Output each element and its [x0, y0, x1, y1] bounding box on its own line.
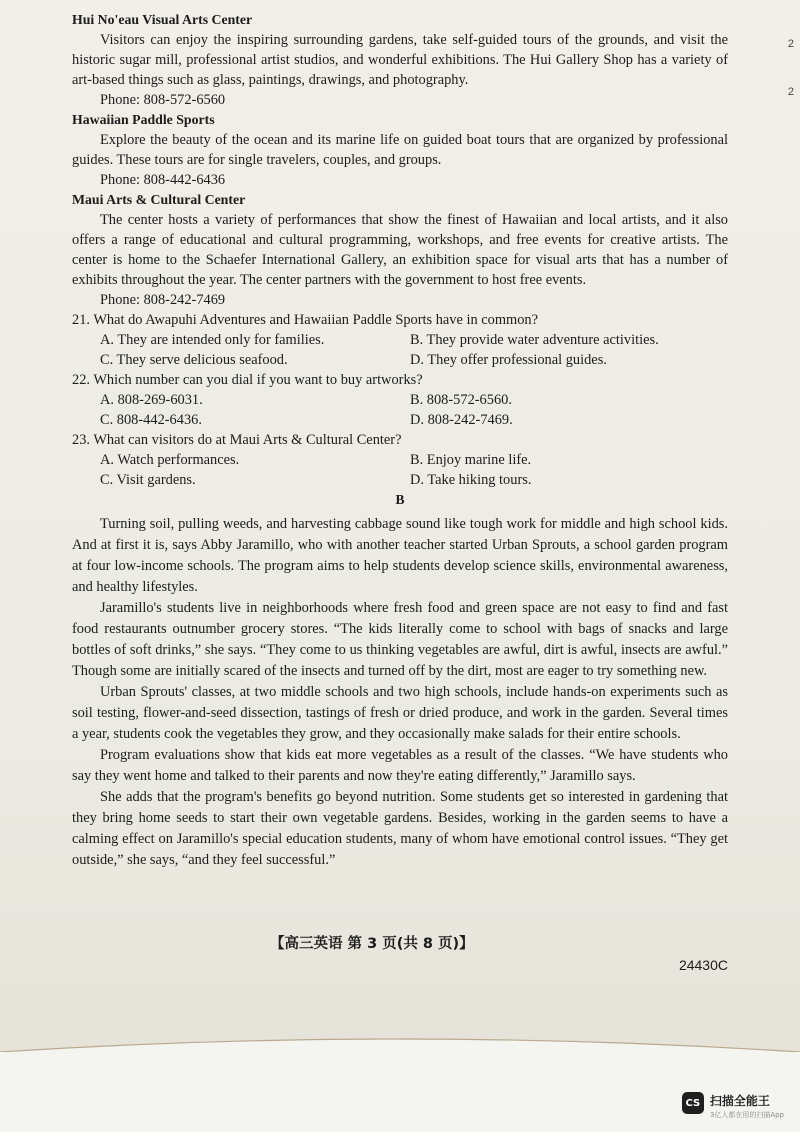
option-c: C. 808-442-6436.: [100, 412, 202, 428]
watermark-text: [710, 1092, 784, 1120]
watermark-name: 扫描全能王: [709, 1094, 770, 1108]
page-content: [72, 10, 728, 871]
option-a: A. 808-269-6031.: [100, 392, 203, 408]
scanner-logo-icon: CS: [682, 1092, 704, 1114]
entry-hui-noeau: [72, 10, 728, 110]
passage-paragraph: Jaramillo's students live in neighborhoods where fresh food and green space are not easy to find and fast food restaurants outnumber grocery stores. “The kids literally come to school with bags of snacks and large bottles of soft drinks,” she says. “They come to us thinking vegetables are awful, dirt is awful, insects are awful.” Though some are initially scared of the insects and turned off by the dirt, most are eager to try something new.: [72, 600, 728, 679]
question-options: [100, 450, 728, 490]
entry-title: Hawaiian Paddle Sports: [72, 112, 215, 127]
entry-hawaiian-paddle-sports: [72, 110, 728, 190]
question-options: [100, 330, 728, 370]
option-d: D. Take hiking tours.: [410, 472, 532, 488]
option-a: A. Watch performances.: [100, 452, 240, 468]
margin-mark: 2: [787, 86, 794, 98]
passage-paragraph: Turning soil, pulling weeds, and harvesting cabbage sound like tough work for middle and high school kids. And at first it is, says Abby Jaramillo, who with another teacher started Urban Sprouts, a school garden program at four low-income schools. The program aims to help students develop science skills, environmental awareness, and healthy lifestyles.: [72, 516, 728, 595]
entry-title: Hui No'eau Visual Arts Center: [72, 12, 253, 27]
entry-text: Explore the beauty of the ocean and its marine life on guided boat tours that are organized by professional guides. These tours are for single travelers, couples, and groups.: [72, 132, 728, 168]
question-stem: 22. Which number can you dial if you want to buy artworks?: [72, 372, 423, 388]
question-23: [72, 430, 728, 490]
entry-phone: Phone: 808-242-7469: [100, 292, 226, 308]
page-footer: 【高三英语 第 3 页(共 8 页)】: [270, 936, 474, 952]
passage-paragraph: Program evaluations show that kids eat more vegetables as a result of the classes. “We have students who say they went home and talked to their parents and now they're eating differently,” Jaramillo says.: [72, 747, 728, 784]
section-mark-b: B: [395, 492, 405, 507]
option-b: B. They provide water adventure activities.: [410, 332, 659, 348]
passage-paragraph: Urban Sprouts' classes, at two middle schools and two high schools, include hands-on experiments such as soil testing, flower-and-seed dissection, tastings of fresh or dried produce, and work in the garden. Several times a year, students cook the vegetables they grow, and they occasionally make salads for their entire schools.: [72, 684, 728, 742]
question-21: [72, 310, 728, 370]
passage-paragraph: She adds that the program's benefits go beyond nutrition. Some students get so interested in gardening that they bring home seeds to start their own vegetable gardens. Besides, working in the garden seems to have a calming effect on Jaramillo's special education students, many of whom have emotional control issues. “They get outside,” she says, “and they feel successful.”: [72, 789, 728, 868]
option-b: B. Enjoy marine life.: [410, 452, 532, 468]
entry-phone: Phone: 808-442-6436: [100, 172, 226, 188]
question-stem: 21. What do Awapuhi Adventures and Hawaiian Paddle Sports have in common?: [72, 312, 539, 328]
option-d: D. 808-242-7469.: [410, 412, 513, 428]
option-d: D. They offer professional guides.: [410, 352, 607, 368]
passage-b: [72, 514, 728, 871]
scanner-watermark: [682, 1092, 784, 1120]
page-edge-curve: [0, 1030, 800, 1052]
entry-phone: Phone: 808-572-6560: [100, 92, 226, 108]
entry-title: Maui Arts & Cultural Center: [72, 192, 246, 207]
paper-code: 24430C: [678, 957, 728, 973]
watermark-subtitle: 3亿人都在用的扫描App: [709, 1111, 784, 1119]
entry-maui-arts: [72, 190, 728, 310]
option-c: C. They serve delicious seafood.: [100, 352, 288, 368]
question-22: [72, 370, 728, 430]
option-b: B. 808-572-6560.: [410, 392, 512, 408]
option-a: A. They are intended only for families.: [100, 332, 325, 348]
margin-marks: [788, 20, 794, 116]
entry-text: Visitors can enjoy the inspiring surrounding gardens, take self-guided tours of the grounds, and visit the historic sugar mill, professional artist studios, and wonderful exhibitions. The Hui Gallery Shop has a variety of art-based things such as glass, paintings, drawings, and photography.: [72, 32, 728, 88]
margin-mark: 2: [787, 38, 794, 50]
option-c: C. Visit gardens.: [100, 472, 196, 488]
entry-text: The center hosts a variety of performances that show the finest of Hawaiian and local artists, and it also offers a range of educational and cultural programming, workshops, and free events for creative artists. The center is home to the Schaefer International Gallery, an exhibition space for visual arts that has a number of exhibits throughout the year. The center partners with the government to host free events.: [72, 212, 728, 288]
question-stem: 23. What can visitors do at Maui Arts & Cultural Center?: [72, 432, 402, 448]
question-options: [100, 390, 728, 430]
